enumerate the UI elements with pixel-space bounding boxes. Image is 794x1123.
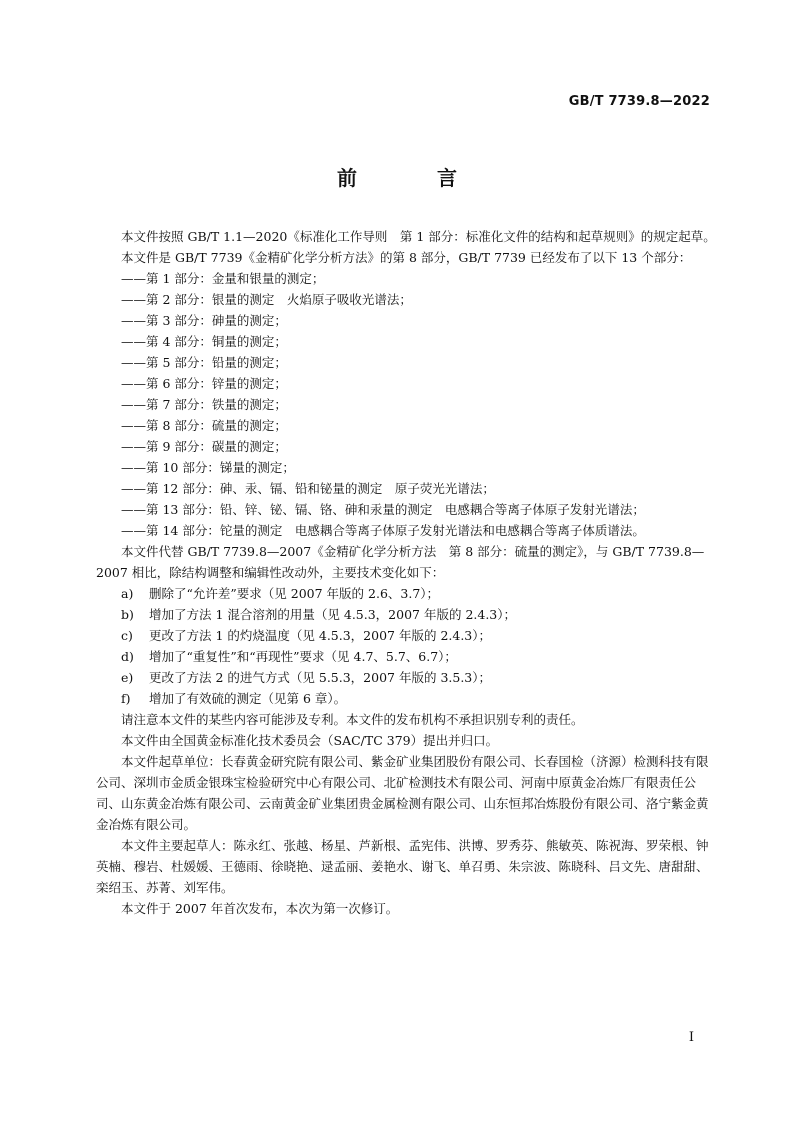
list-marker: e) [121,670,134,685]
part-item: ——第 8 部分：硫量的测定； [121,418,287,433]
page-title: 前 言 [337,166,487,190]
change-text: 更改了方法 1 的灼烧温度（见 4.5.3，2007 年版的 2.4.3）； [149,628,491,643]
change-item [96,646,718,667]
change-text: 增加了“重复性”和“再现性”要求（见 4.7、5.7、6.7）； [149,649,457,664]
standard-number: GB/T 7739.8—2022 [568,94,710,109]
change-item [96,667,718,688]
part-item: ——第 6 部分：锌量的测定； [121,376,287,391]
list-marker: b) [121,607,134,622]
part-item: ——第 9 部分：碳量的测定； [121,439,287,454]
part-item: ——第 5 部分：铅量的测定； [121,355,287,370]
paragraph: 本文件由全国黄金标准化技术委员会（SAC/TC 379）提出并归口。 [121,733,499,748]
list-marker: c) [121,628,133,643]
change-item [96,583,718,604]
part-item: ——第 13 部分：铅、锌、铋、镉、铬、砷和汞量的测定 电感耦合等离子体原子发射光谱法； [121,502,645,517]
change-text: 增加了方法 1 混合溶剂的用量（见 4.5.3，2007 年版的 2.4.3）； [149,607,516,622]
change-text: 删除了“允许差”要求（见 2007 年版的 2.6、3.7）； [149,586,440,601]
part-item: ——第 14 部分：铊量的测定 电感耦合等离子体原子发射光谱法和电感耦合等离子体质谱法。 [121,523,645,538]
paragraph: 请注意本文件的某些内容可能涉及专利。本文件的发布机构不承担识别专利的责任。 [121,712,584,727]
change-item [96,688,718,709]
foreword-content [96,226,718,919]
list-marker: d) [121,649,134,664]
page-number: I [688,1030,694,1045]
change-item [96,604,718,625]
part-item: ——第 3 部分：砷量的测定； [121,313,287,328]
change-text: 增加了有效硫的测定（见第 6 章）。 [149,691,347,706]
paragraph: 本文件是 GB/T 7739《金精矿化学分析方法》的第 8 部分，GB/T 7739 已经发布了以下 13 个部分： [121,250,692,265]
list-marker: a) [121,586,134,601]
part-item: ——第 2 部分：银量的测定 火焰原子吸收光谱法； [121,292,412,307]
paragraph: 本文件代替 GB/T 7739.8—2007《金精矿化学分析方法 第 8 部分：硫量的测定》，与 GB/T 7739.8—2007 相比，除结构调整和编辑性改动外，主要技术变化如下： [96,544,705,580]
part-item: ——第 4 部分：铜量的测定； [121,334,287,349]
part-item: ——第 10 部分：锑量的测定； [121,460,295,475]
change-item [96,625,718,646]
part-item: ——第 7 部分：铁量的测定； [121,397,287,412]
paragraph: 本文件于 2007 年首次发布，本次为第一次修订。 [121,901,399,916]
paragraph: 本文件起草单位：长春黄金研究院有限公司、紫金矿业集团股份有限公司、长春国检（济源）检测科技有限公司、深圳市金质金银珠宝检验研究中心有限公司、北矿检测技术有限公司、河南中原黄金冶炼厂有限责任公司、山东黄金冶炼有限公司、云南黄金矿业集团贵金属检测有限公司、山东恒邦冶炼股份有限公司、洛宁紫金黄金冶炼有限公司。 [96,754,709,832]
paragraph: 本文件按照 GB/T 1.1—2020《标准化工作导则 第 1 部分：标准化文件的结构和起草规则》的规定起草。 [121,229,716,244]
part-item: ——第 1 部分：金量和银量的测定； [121,271,325,286]
change-text: 更改了方法 2 的进气方式（见 5.5.3，2007 年版的 3.5.3）； [149,670,491,685]
part-item: ——第 12 部分：砷、汞、镉、铅和铋量的测定 原子荧光光谱法； [121,481,495,496]
list-marker: f) [121,691,131,706]
paragraph: 本文件主要起草人：陈永红、张越、杨星、芦新根、孟宪伟、洪博、罗秀芬、熊敏英、陈祝海、罗荣根、钟英楠、穆岩、杜媛媛、王德雨、徐晓艳、逯孟丽、姜艳水、谢飞、单召勇、朱宗波、陈晓科、吕文先、唐甜甜、栾绍玉、苏菁、刘军伟。 [96,838,709,895]
